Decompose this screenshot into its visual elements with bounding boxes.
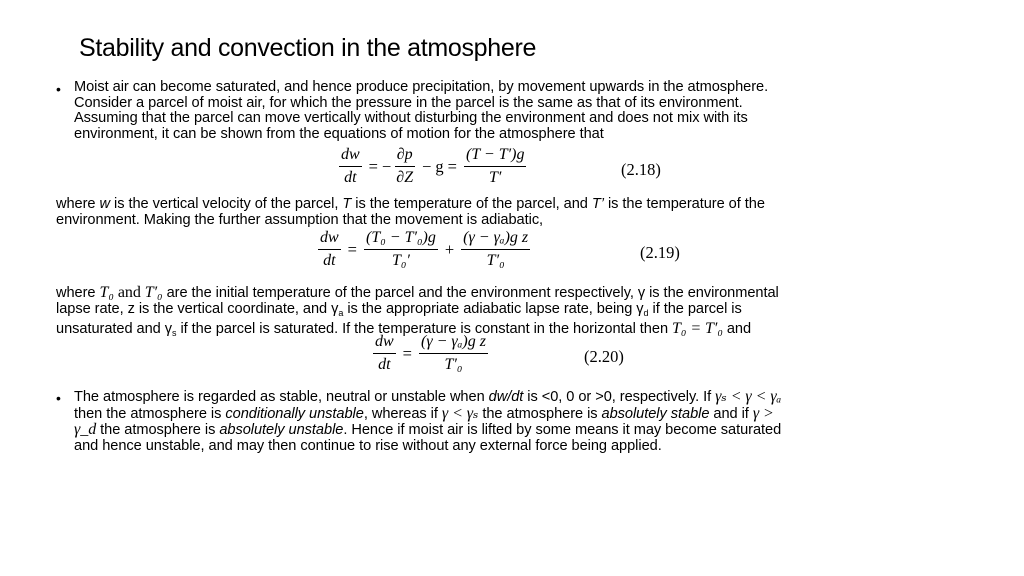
fraction-dw-dt: $\frac{dw}{dt}$ [320, 229, 339, 269]
equation-number: (2.18) [621, 160, 661, 179]
equation-2-18: $\frac{dw}{dt}$ = − $\frac{\partial p}{\partial Z}$ − g = $\frac{(T - T')g}{T'}$ [341, 146, 525, 186]
text-line: then the atmosphere is conditionally unstable, whereas if γ < γₛ the atmosphere is absolutely stable and if γ > [74, 404, 774, 422]
paragraph-definitions [56, 197, 765, 228]
text-line: γ_d the atmosphere is absolutely unstable. Hence if moist air is lifted by some means it may become saturated [74, 421, 782, 439]
equation-2-20: $\frac{dw}{dt}$ = $\frac{\text{(γ − γₐ)g z}}{\text{T′₀}}$ [375, 333, 486, 373]
text-line: where w is the vertical velocity of the parcel, T is the temperature of the parcel, and T’ is the temperature of the [56, 196, 765, 212]
text-line: and hence unstable, and may then continue to rise without any external force being applied. [74, 437, 662, 454]
fraction-lapse-rate: $\frac{\text{(γ − γₐ)g z}}{\text{T′₀}}$ [463, 229, 529, 269]
bullet-marker: • [56, 390, 61, 406]
text-line: lapse rate, z is the vertical coordinate, and $\gamma_a$ is the appropriate adiabatic lapse rate, being $\gamma_d$ if the parcel is [56, 300, 742, 318]
slide-title: Stability and convection in the atmosphere [79, 34, 537, 62]
fraction-initial-temp: $\frac{\text{(T₀ − T′₀)g}}{\text{T₀′}}$ [365, 229, 436, 269]
text-line: Consider a parcel of moist air, for which the pressure in the parcel is the same as that of its environment. [74, 94, 743, 111]
paragraph-stability-criteria [74, 389, 781, 454]
equation-number: (2.19) [640, 243, 680, 262]
text-line: The atmosphere is regarded as stable, neutral or unstable when dw/dt is <0, 0 or >0, respectively. If γₛ < γ < γₐ [74, 388, 782, 405]
equation-2-19: $\frac{dw}{dt}$ = $\frac{\text{(T₀ − T′₀)g}}{\text{T₀′}}$ + $\frac{\text{(γ − γₐ)g z}}{\text{T′₀}}$ [320, 229, 529, 269]
fraction-temp-diff: $\frac{(T - T')g}{T'}$ [465, 146, 525, 186]
text-line: unsaturated and $\gamma_s$ if the parcel is saturated. If the temperature is constant in the horizontal then T₀ = T′₀ and [56, 320, 752, 339]
text-line: environment. Making the further assumption that the movement is adiabatic, [56, 211, 544, 228]
text-line: Moist air can become saturated, and hence produce precipitation, by movement upwards in the atmosphere. [74, 79, 769, 95]
paragraph-intro [74, 80, 768, 142]
text-line: Assuming that the parcel can move vertically without disturbing the environment and does not mix with its [74, 110, 748, 127]
fraction-dp-dz: $\frac{\partial p}{\partial Z}$ [396, 146, 414, 186]
text-line: where T₀ and T′₀ are the initial temperature of the parcel and the environment respectively, γ is the environmental [56, 284, 779, 301]
fraction-lapse-rate: $\frac{\text{(γ − γₐ)g z}}{\text{T′₀}}$ [420, 333, 486, 373]
fraction-dw-dt: $\frac{dw}{dt}$ [341, 146, 360, 186]
text-line: environment, it can be shown from the equations of motion for the atmosphere that [74, 125, 604, 142]
equation-number: (2.20) [584, 347, 624, 366]
bullet-marker: • [56, 81, 61, 97]
fraction-dw-dt: $\frac{dw}{dt}$ [375, 333, 394, 373]
